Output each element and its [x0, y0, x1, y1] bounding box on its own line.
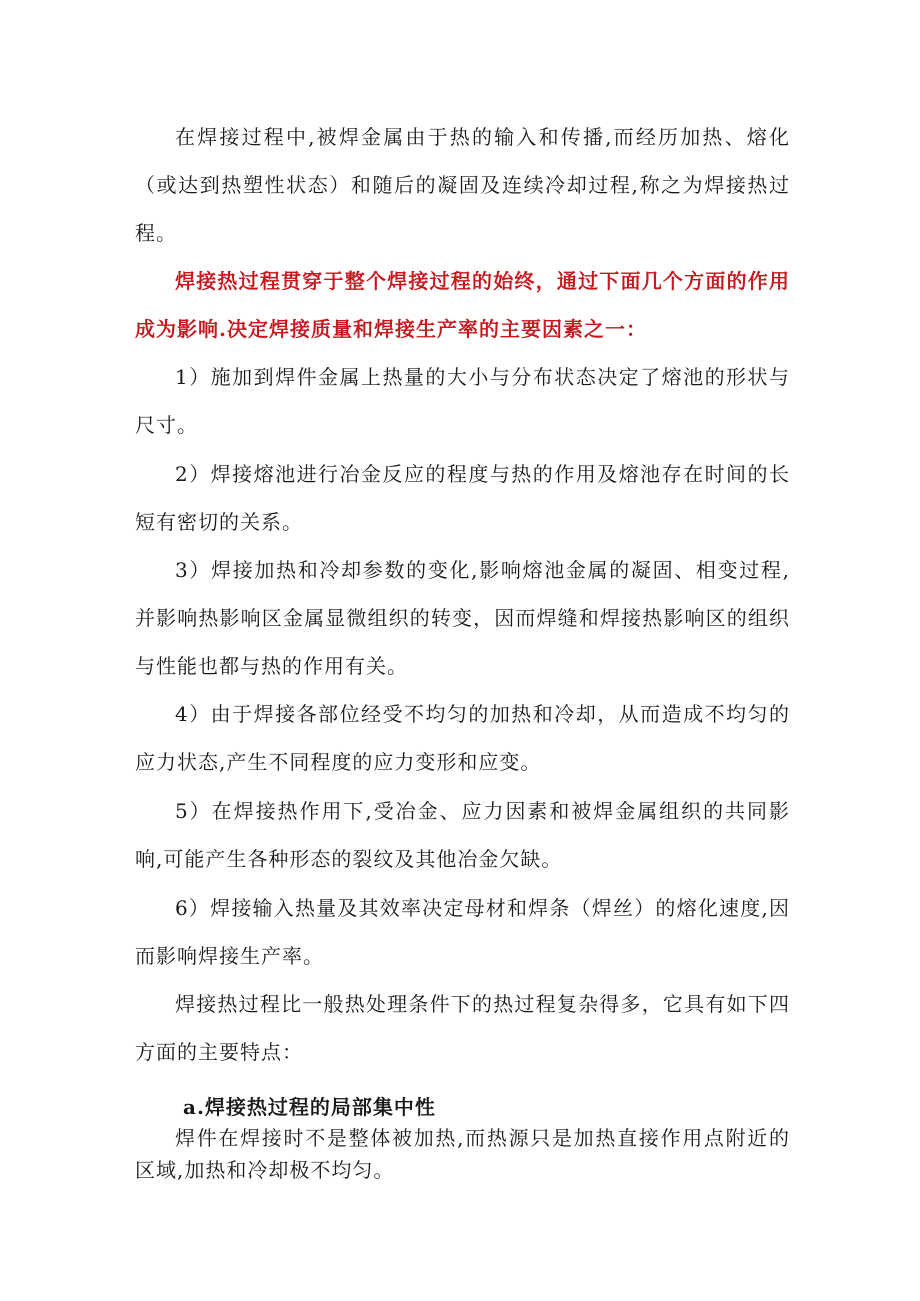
intro-paragraph: 在焊接过程中,被焊金属由于热的输入和传播,而经历加热、熔化（或达到热塑性状态）和随后的凝固及连续冷却过程,称之为焊接热过程。 [135, 125, 790, 245]
list-item: 4）由于焊接各部位经受不均匀的加热和冷却，从而造成不均匀的应力状态,产生不同程度的应力变形和应变。 [135, 702, 790, 774]
list-item: 1）施加到焊件金属上热量的大小与分布状态决定了熔池的形状与尺寸。 [135, 365, 790, 437]
list-item: 6）焊接输入热量及其效率决定母材和焊条（焊丝）的熔化速度,因而影响焊接生产率。 [135, 896, 790, 968]
summary-paragraph: 焊接热过程比一般热处理条件下的热过程复杂得多，它具有如下四方面的主要特点： [135, 992, 790, 1064]
section-a-heading: a.焊接热过程的局部集中性 [183, 1095, 436, 1119]
list-item: 3）焊接加热和冷却参数的变化,影响熔池金属的凝固、相变过程,并影响热影响区金属显微组织的转变，因而焊缝和焊接热影响区的组织与性能也都与热的作用有关。 [135, 558, 790, 678]
list-item: 5）在焊接热作用下,受冶金、应力因素和被焊金属组织的共同影响,可能产生各种形态的裂纹及其他冶金欠缺。 [135, 799, 790, 871]
list-item: 2）焊接熔池进行冶金反应的程度与热的作用及熔池存在时间的长短有密切的关系。 [135, 462, 790, 534]
highlight-paragraph: 焊接热过程贯穿于整个焊接过程的始终，通过下面几个方面的作用成为影响.决定焊接质量和焊接生产率的主要因素之一： [135, 269, 790, 341]
section-a-paragraph: 焊件在焊接时不是整体被加热,而热源只是加热直接作用点附近的区域,加热和冷却极不均匀。 [135, 1126, 790, 1182]
